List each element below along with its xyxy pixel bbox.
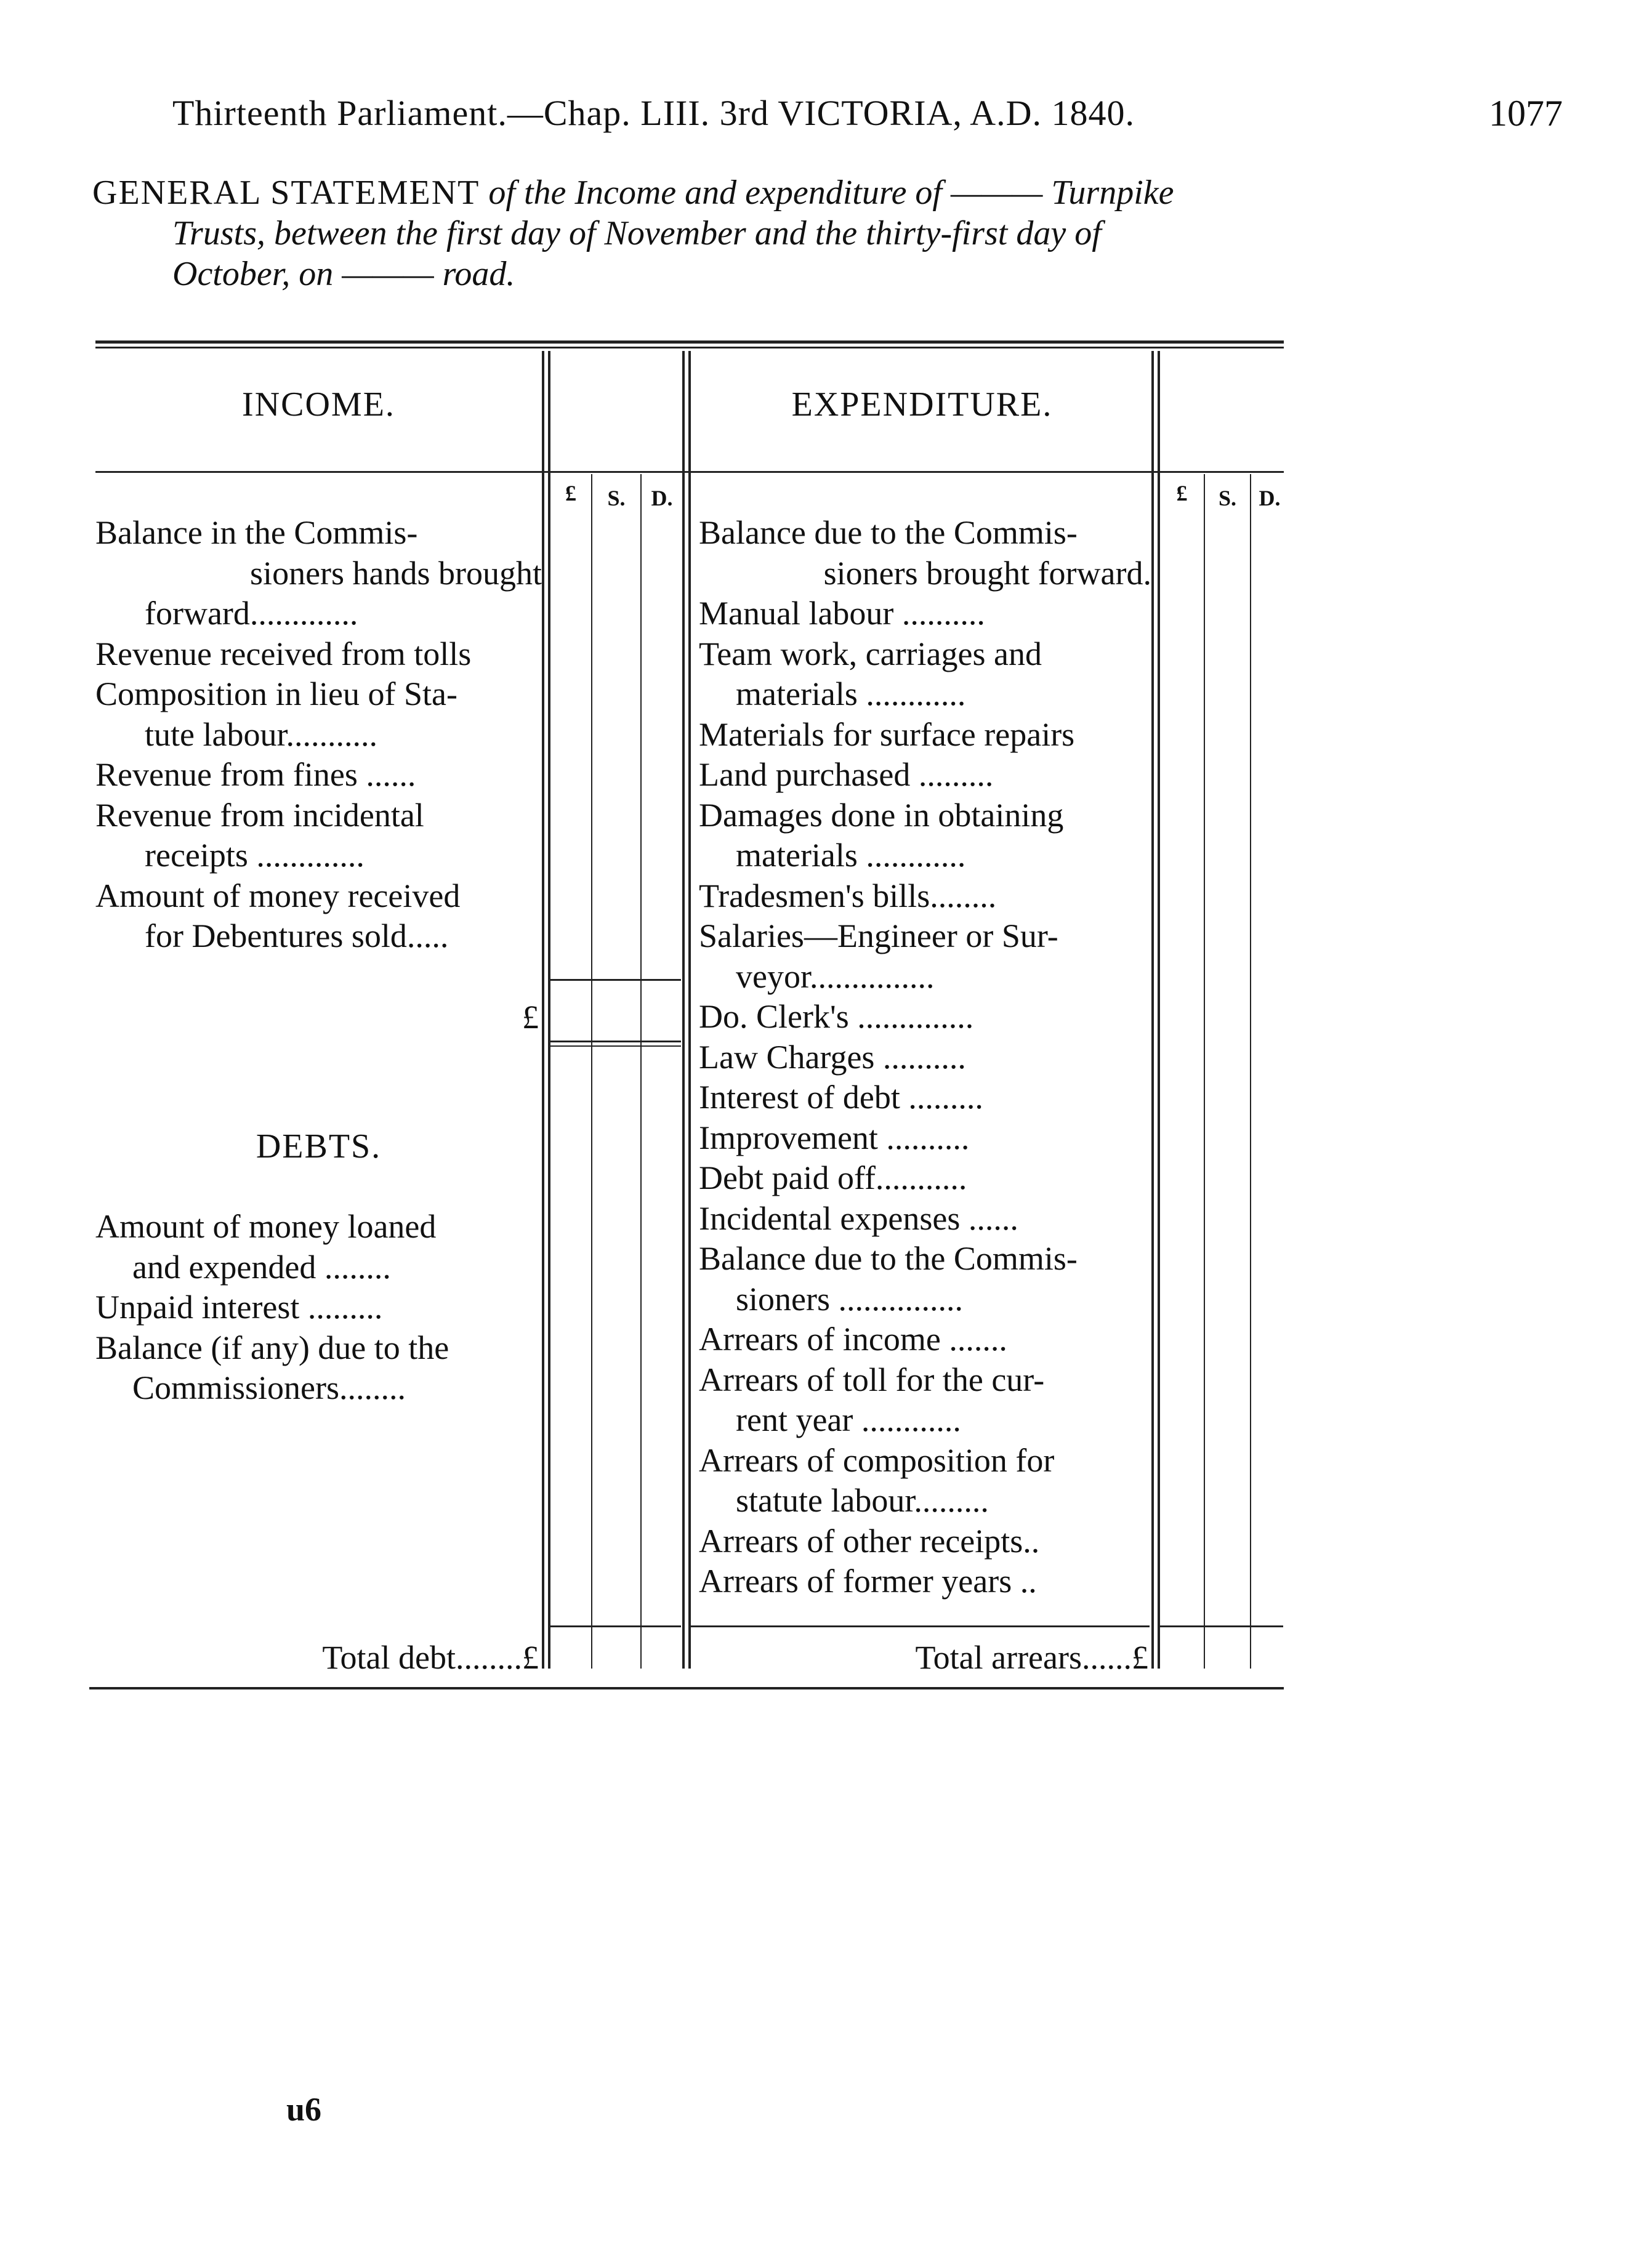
heading-rule — [95, 471, 1284, 473]
list-item: Do. Clerk's .............. — [699, 998, 974, 1035]
exp-pounds-rule — [1204, 474, 1205, 1669]
list-item: Arrears of income ....... — [699, 1321, 1007, 1358]
list-item: Materials for surface repairs — [699, 715, 1075, 753]
list-item: Interest of debt ......... — [699, 1079, 983, 1116]
list-item: Balance (if any) due to the — [95, 1329, 449, 1366]
list-item: statute labour......... — [736, 1482, 989, 1519]
statement-title — [92, 172, 1312, 294]
debts-list — [95, 1207, 542, 1409]
list-item: for Debentures sold..... — [145, 917, 449, 954]
exp-pence-header: D. — [1259, 486, 1281, 510]
statement-title-line3: October, on ——— road. — [172, 255, 515, 293]
exp-money-left-rule-2 — [1158, 351, 1160, 1669]
list-item: Unpaid interest ......... — [95, 1289, 383, 1326]
list-item: Revenue from incidental — [95, 796, 424, 834]
list-item: Manual labour .......... — [699, 595, 985, 632]
income-pence-header: D. — [651, 486, 673, 510]
exp-shillings-rule — [1250, 474, 1251, 1669]
income-pounds-header: £ — [565, 481, 576, 505]
income-total-rule — [549, 1041, 681, 1042]
expenditure-list — [699, 513, 1151, 1602]
income-total-rule-2 — [549, 1045, 681, 1047]
list-item: Commissioners........ — [132, 1369, 406, 1406]
list-item: Incidental expenses ...... — [699, 1199, 1018, 1237]
list-item: and expended ........ — [132, 1248, 391, 1286]
statement-title-line1: of the Income and expenditure of ——— Turnpike — [488, 174, 1174, 212]
income-subtotal-rule — [549, 979, 681, 981]
list-item: Amount of money received — [95, 877, 461, 914]
table-top-rule — [95, 340, 1284, 344]
exp-shillings-header: S. — [1218, 486, 1237, 510]
statement-title-caps: GENERAL STATEMENT — [92, 174, 480, 212]
total-debt-label: Total debt........£ — [322, 1639, 539, 1676]
total-arrears-label: Total arrears......£ — [915, 1639, 1148, 1676]
list-item: Improvement .......... — [699, 1119, 970, 1156]
exp-pounds-header: £ — [1176, 481, 1188, 505]
exp-money-total-rule — [1160, 1625, 1283, 1627]
table-top-rule-2 — [95, 347, 1284, 348]
list-item: sioners brought forward. — [823, 554, 1151, 592]
list-item: Team work, carriages and — [699, 635, 1042, 672]
list-item: Balance due to the Commis- — [699, 514, 1078, 551]
table-bottom-rule — [89, 1687, 1284, 1689]
debts-heading: DEBTS. — [256, 1127, 382, 1166]
list-item: Arrears of former years .. — [699, 1563, 1037, 1600]
statement-title-line2: Trusts, between the first day of November and the thirty-first day of — [172, 214, 1102, 252]
list-item: Amount of money loaned — [95, 1208, 437, 1245]
list-item: tute labour........... — [145, 715, 377, 753]
list-item: Revenue from fines ...... — [95, 756, 416, 793]
income-list — [95, 513, 542, 957]
list-item: Land purchased ......... — [699, 756, 994, 793]
list-item: Arrears of toll for the cur- — [699, 1361, 1045, 1398]
list-item: rent year ............ — [736, 1401, 961, 1438]
income-pounds-rule — [591, 474, 592, 1669]
page-signature: u6 — [286, 2091, 322, 2128]
exp-money-left-rule — [1151, 351, 1154, 1669]
list-item: Tradesmen's bills........ — [699, 877, 997, 914]
list-item: Debt paid off........... — [699, 1159, 967, 1196]
arrears-total-rule — [691, 1625, 1150, 1627]
list-item: Revenue received from tolls — [95, 635, 472, 672]
list-item: Salaries—Engineer or Sur- — [699, 917, 1058, 954]
running-header: Thirteenth Parliament.—Chap. LIII. 3rd VICTORIA, A.D. 1840. — [172, 93, 1135, 133]
list-item: Law Charges .......... — [699, 1038, 966, 1076]
list-item: Balance due to the Commis- — [699, 1240, 1078, 1277]
expenditure-heading: EXPENDITURE. — [791, 385, 1053, 424]
list-item: Arrears of other receipts.. — [699, 1522, 1040, 1560]
list-item: materials ............ — [736, 675, 966, 712]
list-item: receipts ............. — [145, 837, 365, 874]
list-item: veyor............... — [736, 957, 935, 995]
income-total-symbol: £ — [522, 999, 539, 1036]
center-rule — [682, 351, 685, 1669]
income-heading: INCOME. — [242, 385, 395, 424]
page-number: 1077 — [1489, 93, 1563, 134]
list-item: Composition in lieu of Sta- — [95, 675, 457, 712]
income-shillings-rule — [640, 474, 642, 1669]
list-item: sioners hands brought — [250, 554, 542, 592]
list-item: Damages done in obtaining — [699, 796, 1064, 834]
list-item: Balance in the Commis- — [95, 514, 418, 551]
income-money-left-rule — [542, 351, 544, 1669]
income-shillings-header: S. — [607, 486, 626, 510]
list-item: sioners ............... — [736, 1280, 963, 1318]
list-item: Arrears of composition for — [699, 1441, 1055, 1479]
income-money-left-rule-2 — [548, 351, 550, 1669]
debts-total-rule — [549, 1625, 681, 1627]
list-item: forward............. — [145, 595, 358, 632]
list-item: materials ............ — [736, 837, 966, 874]
center-rule-2 — [688, 351, 691, 1669]
